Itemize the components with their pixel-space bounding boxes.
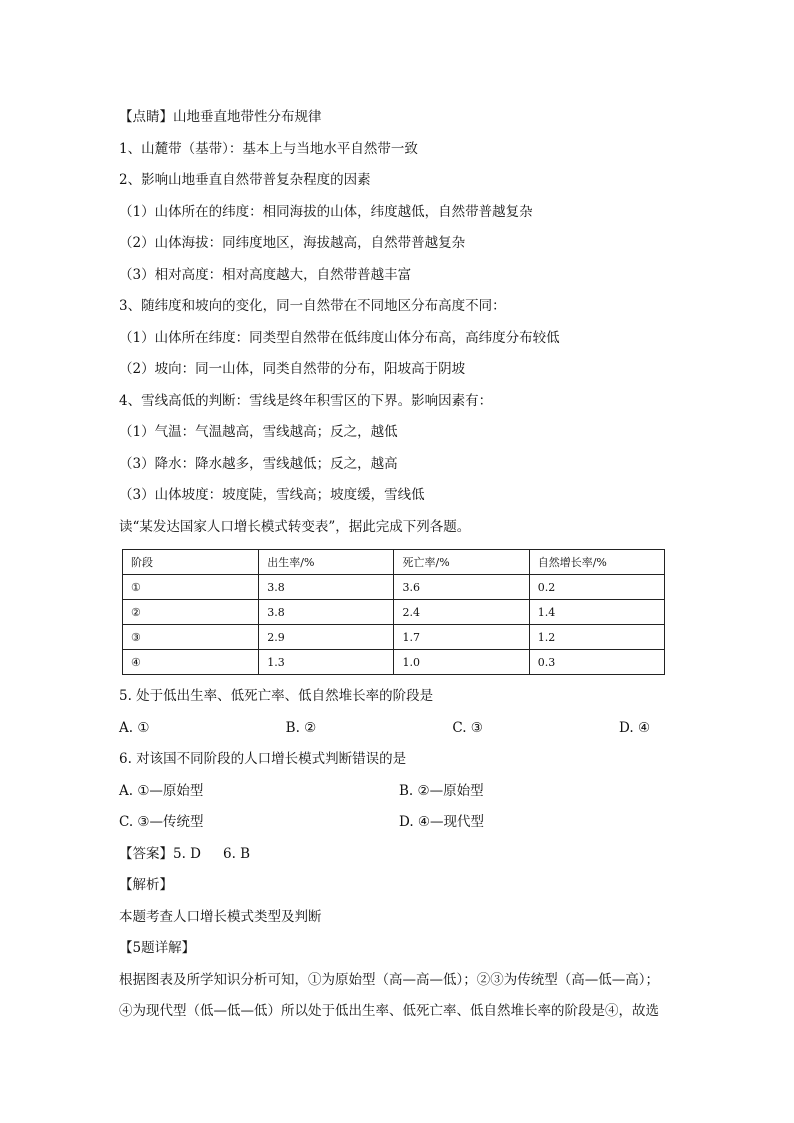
table-cell: 3.8	[259, 600, 394, 625]
table-row	[123, 650, 665, 675]
table-cell: 0.2	[529, 575, 664, 600]
population-table	[122, 549, 665, 675]
table-cell: 1.4	[529, 600, 664, 625]
point-line: 2、影响山地垂直自然带普复杂程度的因素	[119, 172, 371, 188]
detail-line: ④为现代型（低—低—低）所以处于低出生率、低死亡率、低自然堆长率的阶段是④，故选	[119, 1003, 659, 1019]
point-line: 4、雪线高低的判断：雪线是终年积雪区的下界。影响因素有：	[119, 392, 493, 409]
option-d: D. ④—现代型	[399, 814, 485, 830]
table-cell: 2.4	[394, 600, 529, 625]
option-c: C. ③	[452, 719, 483, 736]
point-line: （2）山体海拔：同纬度地区，海拔越高，自然带普越复杂	[119, 235, 466, 251]
point-line: 1、山麓带（基带）：基本上与当地水平自然带一致	[119, 140, 418, 157]
table-row	[123, 575, 665, 600]
option-c: C. ③—传统型	[119, 814, 204, 830]
table-header-cell: 死亡率/%	[394, 550, 529, 575]
answer-line	[119, 839, 679, 871]
analysis-text: 本题考查人口增长模式类型及判断	[119, 908, 322, 925]
answer-5: 5. D	[173, 845, 201, 862]
table-row	[123, 625, 665, 650]
point-line: （3）山体坡度：坡度陡，雪线高；坡度缓，雪线低	[119, 487, 425, 503]
detail-label: 【5题详解】	[119, 940, 196, 956]
question-5-stem: 5. 处于低出生率、低死亡率、低自然堆长率的阶段是	[119, 688, 434, 704]
table-row	[123, 600, 665, 625]
table-cell: ①	[123, 575, 259, 600]
table-cell: 0.3	[529, 650, 664, 675]
question-intro: 读“某发达国家人口增长模式转变表”，据此完成下列各题。	[119, 518, 471, 535]
point-line: （2）坡向：同一山体，同类自然带的分布，阳坡高于阴坡	[119, 361, 466, 377]
point-line: （3）相对高度：相对高度越大，自然带普越丰富	[119, 266, 412, 283]
table-cell: 1.2	[529, 625, 664, 650]
section-title: 【点睛】山地垂直地带性分布规律	[119, 109, 322, 125]
detail-line: 根据图表及所学知识分析可知，①为原始型（高—高—低）；②③为传统型（高—低—高）；	[119, 971, 659, 988]
option-a: A. ①—原始型	[119, 782, 204, 799]
point-line: （3）降水：降水越多，雪线越低；反之，越高	[119, 455, 398, 472]
table-cell: ④	[123, 650, 259, 675]
table-header-cell: 自然增长率/%	[529, 550, 664, 575]
table-cell: ②	[123, 600, 259, 625]
table-cell: 1.3	[259, 650, 394, 675]
point-line: （1）气温：气温越高，雪线越高；反之，越低	[119, 424, 398, 440]
table-cell: 3.6	[394, 575, 529, 600]
point-line: （1）山体所在的纬度：相同海拔的山体，纬度越低，自然带普越复杂	[119, 203, 533, 220]
table-header-cell: 出生率/%	[259, 550, 394, 575]
point-line: 3、随纬度和坡向的变化，同一自然带在不同地区分布高度不同：	[119, 298, 506, 314]
question-6-options-row-2	[119, 807, 679, 839]
answer-label: 【答案】	[119, 845, 173, 862]
point-line: （1）山体所在纬度：同类型自然带在低纬度山体分布高，高纬度分布较低	[119, 329, 560, 346]
option-b: B. ②	[285, 719, 317, 736]
table-header-cell: 阶段	[123, 550, 259, 575]
option-a: A. ①	[119, 719, 150, 736]
document-page	[119, 102, 679, 1028]
option-d: D. ④	[619, 719, 651, 736]
question-6-stem: 6. 对该国不同阶段的人口增长模式判断错误的是	[119, 751, 407, 767]
table-cell: 1.7	[394, 625, 529, 650]
question-6-options-row-1	[119, 776, 679, 808]
table-cell: 2.9	[259, 625, 394, 650]
table-cell: ③	[123, 625, 259, 650]
table-header-row	[123, 550, 665, 575]
analysis-label: 【解析】	[119, 877, 173, 893]
option-b: B. ②—原始型	[399, 782, 484, 799]
question-5-options	[119, 713, 679, 745]
answer-6: 6. B	[223, 845, 251, 862]
table-cell: 3.8	[259, 575, 394, 600]
table-cell: 1.0	[394, 650, 529, 675]
